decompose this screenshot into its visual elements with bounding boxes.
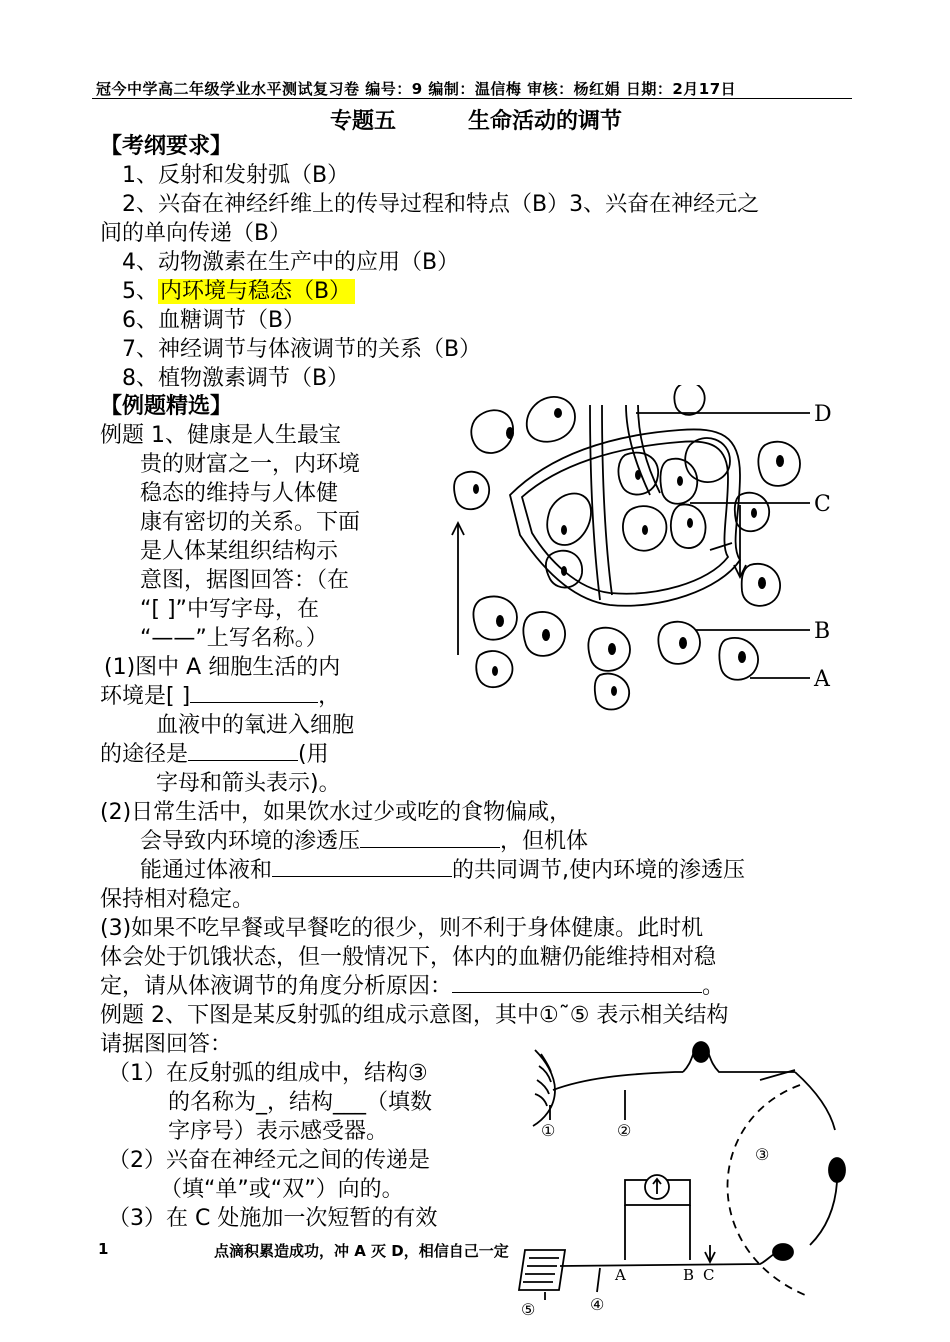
answer-blank[interactable] [272,856,452,877]
ex1-line: 能通过体液和 的共同调节,使内环境的渗透压 [140,858,746,883]
ex2-line: 例题 2、下图是某反射弧的组成示意图，其中①˜⑤ 表示相关结构 [100,1003,729,1028]
ex1-line: 稳态的维持与人体健 [140,481,339,506]
label-C: C [814,492,831,517]
reflex-arc-diagram [505,1030,870,1320]
examples-heading: 【例题精选】 [100,394,233,419]
syllabus-item: 6、血糖调节（B） [122,308,306,333]
answer-blank[interactable] [452,972,702,993]
syllabus-item: 7、神经调节与体液调节的关系（B） [122,337,482,362]
label-B: B [683,1266,695,1284]
ex2-line: 请据图回答： [100,1032,233,1057]
label-5: ⑤ [521,1300,536,1319]
ex1-line: 体会处于饥饿状态，但一般情况下，体内的血糖仍能维持相对稳 [100,945,717,970]
label-A: A [615,1266,626,1284]
label-C: C [703,1266,715,1284]
label-2: ② [617,1121,632,1140]
page-number: 1 [98,1240,109,1258]
ex1-line: 例题 1、健康是人生最宝 [100,423,341,448]
syllabus-item: 间的单向传递（B） [100,221,292,246]
syllabus-item: 2、兴奋在神经纤维上的传导过程和特点（B）3、兴奋在神经元之 [122,192,760,217]
footer-motto: 点滴积累造成功，冲 A 灭 D，相信自己一定 [214,1242,509,1260]
ex1-line: 定，请从体液调节的角度分析原因： 。 [100,974,725,999]
ex1-question-3: (3)如果不吃早餐或早餐吃的很少，则不利于身体健康。此时机 [100,916,704,941]
ex1-line: “——”上写名称。） [140,626,328,651]
ex2-line: 的名称为_，结构___（填数 [168,1090,433,1115]
ex1-line: 环境是[ ] ， [100,684,341,709]
ex1-line: 会导致内环境的渗透压 ，但机体 [140,829,589,854]
ex1-line: 血液中的氧进入细胞 [156,713,355,738]
syllabus-heading: 【考纲要求】 [100,134,233,159]
label-3: ③ [755,1145,770,1164]
ex1-line: 意图，据图回答：（在 [140,568,350,593]
ex1-line: 贵的财富之一，内环境 [140,452,361,477]
topic-title: 生命活动的调节 [468,109,623,134]
ex1-line: 字母和箭头表示)。 [156,771,341,796]
ex2-question-2: （2）兴奋在神经元之间的传递是 [108,1148,430,1173]
ex2-line: 字序号）表示感受器。 [168,1119,389,1144]
label-4: ④ [590,1295,605,1314]
ex1-question-1: (1)图中 A 细胞生活的内 [104,655,341,680]
ex2-line: （填“单”或“双”）向的。 [160,1177,404,1202]
header-divider [92,98,852,99]
label-1: ① [541,1121,556,1140]
ex1-line: “[ ]”中写字母，在 [140,597,319,622]
tissue-diagram [440,385,860,725]
label-D: D [814,402,832,427]
syllabus-item: 1、反射和发射弧（B） [122,163,350,188]
syllabus-item: 8、植物激素调节（B） [122,366,350,391]
ex1-line: 是人体某组织结构示 [140,539,339,564]
ex1-question-2: (2)日常生活中，如果饮水过少或吃的食物偏咸， [100,800,572,825]
ex2-question-3: （3）在 C 处施加一次短暂的有效 [108,1206,438,1231]
highlighted-text: 内环境与稳态（B） [158,279,355,304]
answer-blank[interactable] [188,740,298,761]
page-header: 冠今中学高二年级学业水平测试复习卷 编号：9 编制：温信梅 审核：杨红娟 日期：2月17日 [96,80,737,98]
topic-number: 专题五 [330,109,397,134]
label-A: A [814,667,830,692]
syllabus-item: 4、动物激素在生产中的应用（B） [122,250,460,275]
ex1-line: 的途径是 (用 [100,742,329,767]
ex1-line: 康有密切的关系。下面 [140,510,361,535]
answer-blank[interactable] [190,682,318,703]
ex1-line: 保持相对稳定。 [100,887,255,912]
ex2-question-1: （1）在反射弧的组成中，结构③ [108,1061,428,1086]
answer-blank[interactable] [360,827,500,848]
label-B: B [814,619,831,644]
syllabus-item: 5、内环境与稳态（B） [122,277,355,306]
